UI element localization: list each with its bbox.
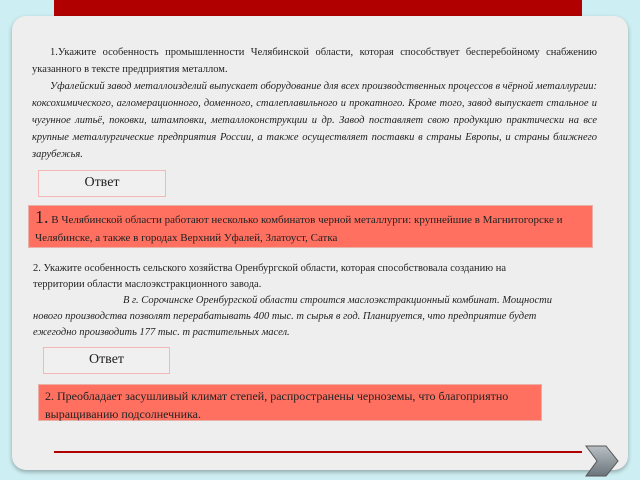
- question-2-prompt: 2. Укажите особенность сельского хозяйства Оренбургской области, которая способствовала созданию на территории области маслоэкстракционного завода.: [33, 263, 507, 290]
- answer-1-button[interactable]: Ответ: [38, 170, 166, 197]
- divider: [54, 451, 582, 453]
- next-arrow-icon[interactable]: [584, 444, 620, 478]
- question-1: [32, 44, 597, 163]
- answer-2-box: 2. Преобладает засушливый климат степей, распространены черноземы, что благоприятно выращиванию подсолнечника.: [38, 384, 542, 421]
- question-2: [33, 261, 553, 341]
- question-2-text: В г. Сорочинске Оренбургской области строится маслоэкстракционный комбинат. Мощности нового производства позволят перерабатывать 400 тыс. т сырья в год. Планируется, что предприятие будет ежегодно производить 177 тыс. т растительных масел.: [33, 295, 552, 338]
- answer-1-box: [28, 205, 593, 248]
- question-1-text: Уфалейский завод металлоизделий выпускает оборудование для всех производственных процессов в чёрной металлургии: коксохимического, агломерационного, доменного, сталеплавильного и прокатного. Кроме того, завод выпускает стальное и чугунное литьё, поковки, штамповки, металлоконструкции и др. Завод поставляет свою продукцию практически на все крупные металлургические предприятия России, а также осуществляет поставки в страны Европы, и страны ближнего зарубежья.: [32, 81, 597, 160]
- answer-2-button[interactable]: Ответ: [43, 347, 170, 374]
- answer-1-number: 1.: [35, 207, 49, 227]
- question-1-prompt: 1.Укажите особенность промышленности Челябинской области, которая способствует бесперебойному снабжению указанного в тексте предприятия металлом.: [32, 47, 597, 75]
- answer-1-text: В Челябинской области работают несколько комбинатов черной металлурги: крупнейшие в Магнитогорске и Челябинске, а также в городах Верхний Уфалей, Златоуст, Сатка: [35, 214, 563, 244]
